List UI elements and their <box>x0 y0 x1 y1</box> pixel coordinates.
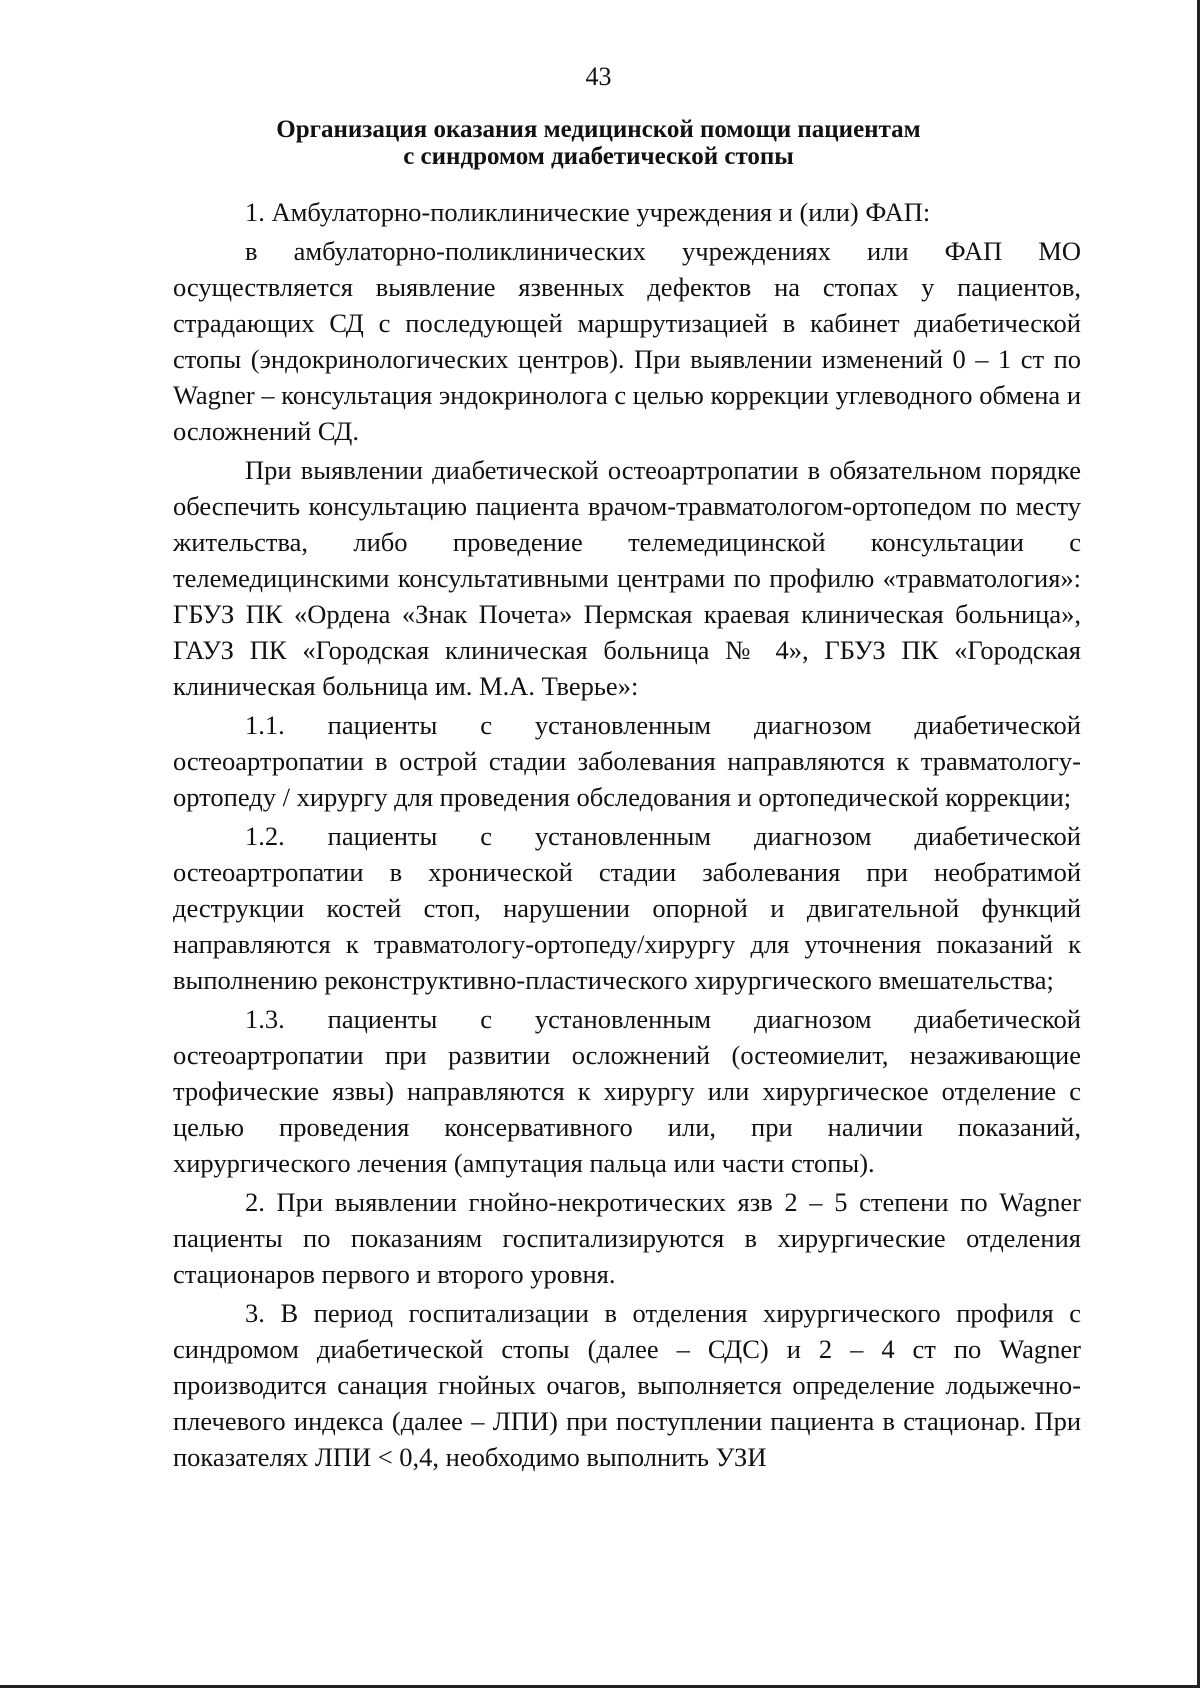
paragraph-8: 3. В период госпитализации в отделения хирургического профиля с синдромом диабетической стопы (далее – СДС) и 2 – 4 ст по Wagner производится санация гнойных очагов, выполняется определение лодыжечно-плечевого индекса (далее – ЛПИ) при поступлении пациента в стационар. При показателях ЛПИ < 0,4, необходимо выполнить УЗИ <box>173 1298 1081 1472</box>
paragraph-6: 1.3. пациенты с установленным диагнозом диабетической остеоартропатии при развитии осложнений (остеомиелит, незаживающие трофические язвы) направляются к хирургу или хирургическое отделение с целью проведения консервативного или, при наличии показаний, хирургического лечения (ампутация пальца или части стопы). <box>173 1004 1081 1178</box>
page-number: 43 <box>585 62 612 91</box>
paragraph-1: 1. Амбулаторно-поликлинические учреждения и (или) ФАП: <box>245 197 931 227</box>
document-body <box>173 194 1081 1478</box>
paragraph-7: 2. При выявлении гнойно-некротических язв 2 – 5 степени по Wagner пациенты по показаниям госпитализируются в хирургические отделения стационаров первого и второго уровня. <box>173 1187 1081 1289</box>
title-line-2: с синдромом диабетической стопы <box>403 143 794 170</box>
document-title <box>175 116 1022 170</box>
title-line-1: Организация оказания медицинской помощи пациентам <box>276 116 921 143</box>
paragraph-3: При выявлении диабетической остеоартропатии в обязательном порядке обеспечить консультацию пациента врачом-травматологом-ортопедом по месту жительства, либо проведение телемедицинской консультации с телемедицинскими консультативными центрами по профилю «травматология»: ГБУЗ ПК «Ордена «Знак Почета» Пермская краевая клиническая больница», ГАУЗ ПК «Городская клиническая больница № 4», ГБУЗ ПК «Городская клиническая больница им. М.А. Тверье»: <box>173 455 1081 701</box>
paragraph-4: 1.1. пациенты с установленным диагнозом диабетической остеоартропатии в острой стадии заболевания направляются к травматологу-ортопеду / хирургу для проведения обследования и ортопедической коррекции; <box>173 710 1081 812</box>
paragraph-2: в амбулаторно-поликлинических учреждениях или ФАП МО осуществляется выявление язвенных дефектов на стопах у пациентов, страдающих СД с последующей маршрутизацией в кабинет диабетической стопы (эндокринологических центров). При выявлении изменений 0 – 1 ст по Wagner – консультация эндокринолога с целью коррекции углеводного обмена и осложнений СД. <box>173 236 1081 446</box>
paragraph-5: 1.2. пациенты с установленным диагнозом диабетической остеоартропатии в хронической стадии заболевания при необратимой деструкции костей стоп, нарушении опорной и двигательной функций направляются к травматологу-ортопеду/хирургу для уточнения показаний к выполнению реконструктивно-пластического хирургического вмешательства; <box>173 821 1081 995</box>
